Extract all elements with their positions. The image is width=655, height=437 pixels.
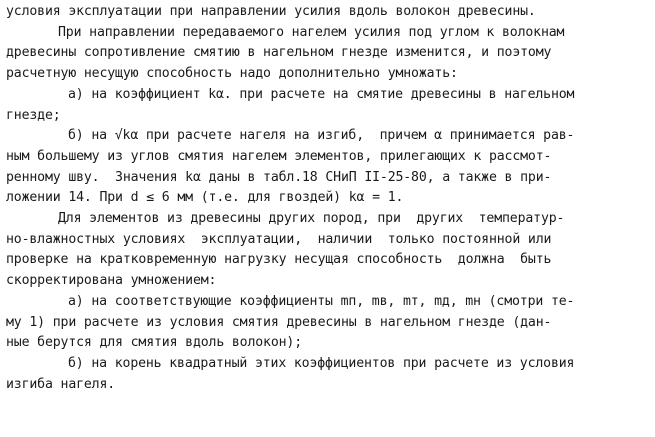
text-line: а) на соответствующие коэффициенты mп, mв, mт, mд, mн (смотри те- <box>68 293 575 309</box>
text-line: ложении 14. При d ≤ 6 мм (т.е. для гвоздей) kα = 1. <box>6 190 404 206</box>
text-line: гнезде; <box>6 107 61 123</box>
text-line: расчетную несущую способность надо дополнительно умножать: <box>6 66 458 82</box>
text-line: скорректирована умножением: <box>6 273 217 289</box>
text-line: При направлении передаваемого нагелем усилия под углом к волокнам <box>58 24 565 40</box>
text-line: но-влажностных условиях эксплуатации, наличии только постоянной или <box>6 231 552 247</box>
text-line: условия эксплуатации при направлении усилия вдоль волокон древесины. <box>6 4 536 19</box>
text-line: б) на корень квадратный этих коэффициентов при расчете из условия <box>68 355 575 371</box>
text-line: ным большему из углов смятия нагелем элементов, прилегающих к рассмот- <box>6 148 552 164</box>
text-line: б) на √kα при расчете нагеля на изгиб, причем α принимается рав- <box>68 128 575 144</box>
text-line: древесины сопротивление смятию в нагельном гнезде изменится, и поэтому <box>6 45 552 61</box>
text-line: а) на коэффициент kα. при расчете на смятие древесины в нагельном <box>68 86 575 102</box>
text-line: Для элементов из древесины других пород, при других температур- <box>58 211 565 227</box>
text-line: ные берутся для смятия вдоль волокон); <box>6 335 303 351</box>
text-line: ренному шву. Значения kα даны в табл.18 СНиП II-25-80, а также в при- <box>6 169 552 185</box>
text-line: изгиба нагеля. <box>6 376 116 392</box>
text-line: проверке на кратковременную нагрузку несущая способность должна быть <box>6 252 552 268</box>
text-line: му 1) при расчете из условия смятия древесины в нагельном гнезде (дан- <box>6 314 552 330</box>
